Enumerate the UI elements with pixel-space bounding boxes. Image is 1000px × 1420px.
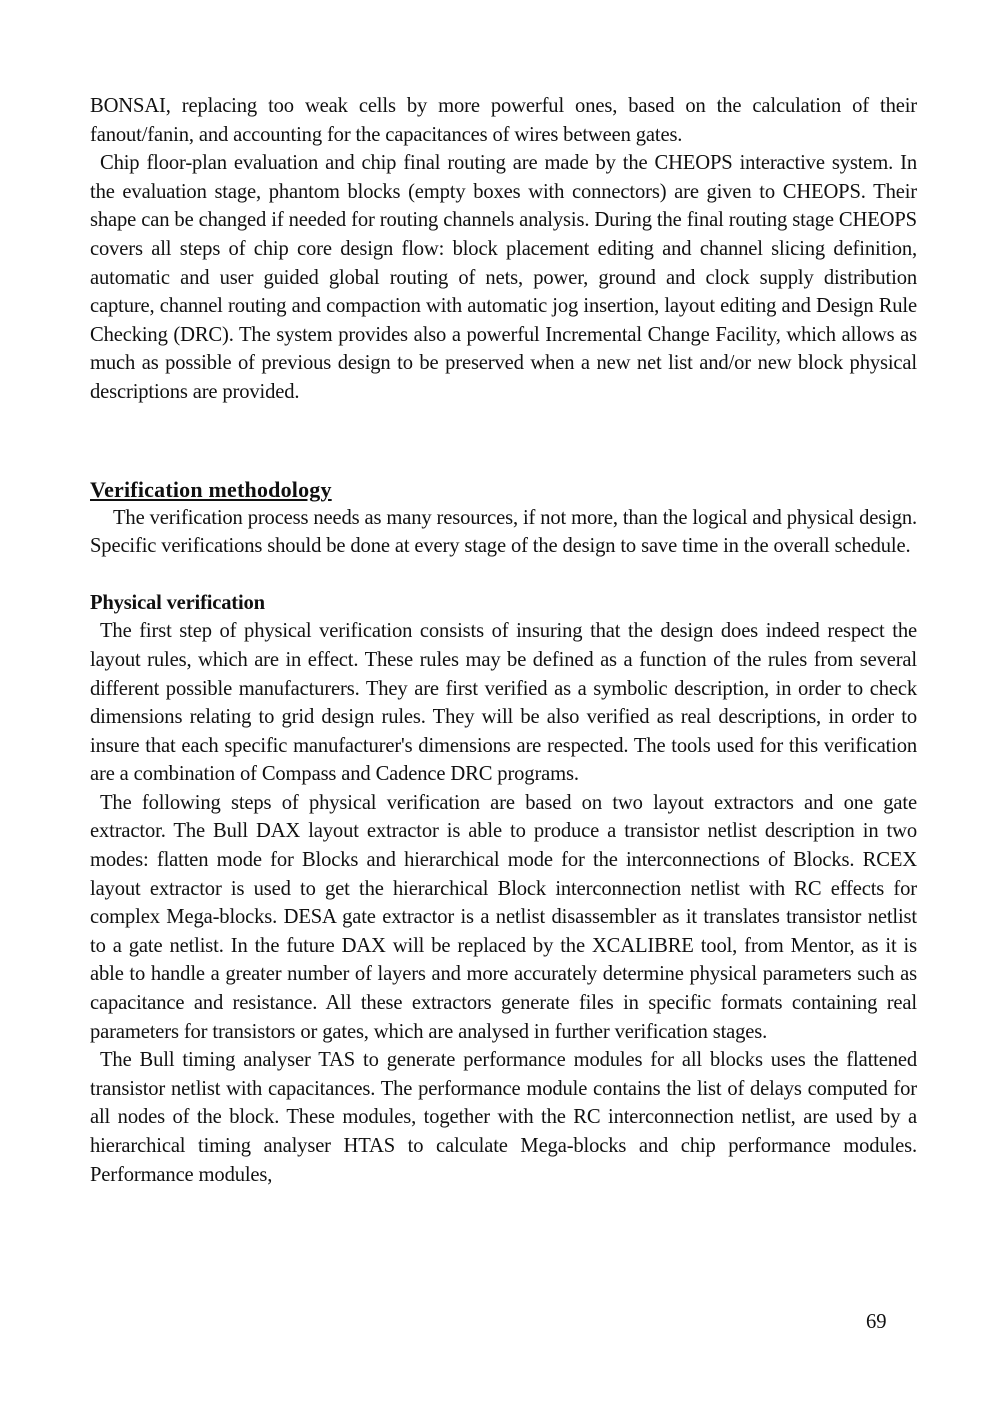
document-page bbox=[90, 92, 917, 1189]
section-heading-verification-methodology: Verification methodology bbox=[90, 476, 332, 502]
page-number: 69 bbox=[866, 1311, 887, 1333]
paragraph-bonsai-continuation: BONSAI, replacing too weak cells by more powerful ones, based on the calculation of their fanout/fanin, and accounting for the capacitances of wires between gates. bbox=[90, 95, 917, 146]
paragraph-cheops: Chip floor-plan evaluation and chip final routing are made by the CHEOPS interactive system. In the evaluation stage, phantom blocks (empty boxes with connectors) are given to CHEOPS. Their shape can be changed if needed for routing channels analysis. During the final routing stage CHEOPS covers all steps of chip core design flow: block placement editing and channel slicing definition, automatic and user guided global routing of nets, power, ground and clock supply distribution capture, channel routing and compaction with automatic jog insertion, layout editing and Design Rule Checking (DRC). The system provides also a powerful Incremental Change Facility, which allows as much as possible of previous design to be preserved when a new net list and/or new block physical descriptions are provided. bbox=[90, 152, 917, 403]
paragraph-layout-rules: The first step of physical verification consists of insuring that the design does indeed respect the layout rules, which are in effect. These rules may be defined as a function of the rules from several different possible manufacturers. They are first verified as a symbolic description, in order to check dimensions relating to grid design rules. They will be also verified as real descriptions, in order to insure that each specific manufacturer's dimensions are respected. The tools used for this verification are a combination of Compass and Cadence DRC programs. bbox=[90, 620, 917, 786]
subsection-heading-physical-verification: Physical verification bbox=[90, 591, 265, 614]
paragraph-verification-intro: The verification process needs as many resources, if not more, than the logical and physical design. Specific verifications should be done at every stage of the design to save time in the overall schedule. bbox=[90, 506, 917, 558]
paragraph-timing-analyser: The Bull timing analyser TAS to generate performance modules for all blocks uses the flattened transistor netlist with capacitances. The performance module contains the list of delays computed for all nodes of the block. These modules, together with the RC interconnection netlist, are used by a hierarchical timing analyser HTAS to calculate Mega-blocks and chip performance modules. Performance modules, bbox=[90, 1049, 917, 1186]
paragraph-extractors: The following steps of physical verification are based on two layout extractors and one gate extractor. The Bull DAX layout extractor is able to produce a transistor netlist description in two modes: flatten mode for Blocks and hierarchical mode for the interconnections of Blocks. RCEX layout extractor is used to get the hierarchical Block interconnection netlist with RC effects for complex Mega-blocks. DESA gate extractor is a netlist disassembler as it translates transistor netlist to a gate netlist. In the future DAX will be replaced by the XCALIBRE tool, from Mentor, as it is able to handle a greater number of layers and more accurately determine physical parameters such as capacitance and resistance. All these extractors generate files in specific formats containing real parameters for transistors or gates, which are analysed in further verification stages. bbox=[90, 791, 917, 1043]
